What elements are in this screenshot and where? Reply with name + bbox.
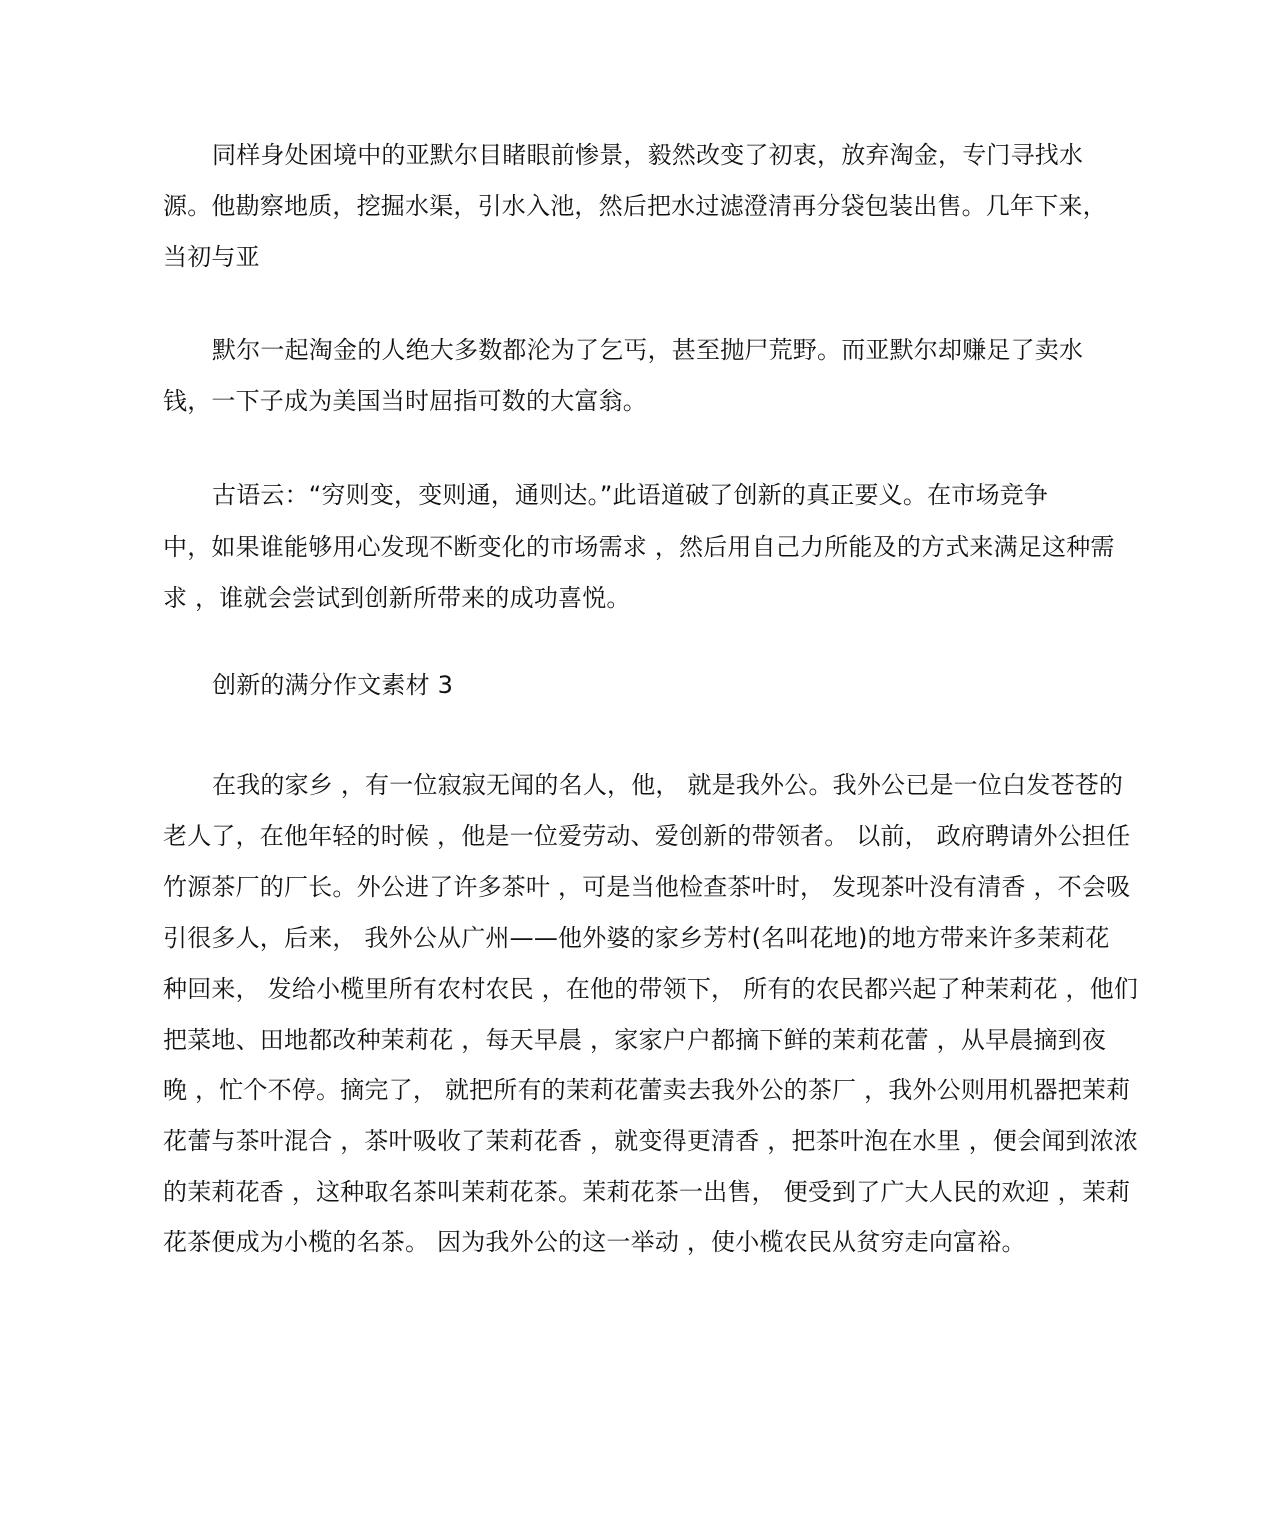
paragraph-3-line-2: 中，如果谁能够用心发现不断变化的市场需求 ，然后用自己力所能及的方式来满足这种需 <box>163 533 1115 561</box>
paragraph-2-line-2: 钱，一下子成为美国当时屈指可数的大富翁。 <box>163 387 647 415</box>
paragraph-3-line-1: 古语云：“穷则变，变则通，通则达。”此语道破了创新的真正要义。在市场竞争 <box>212 481 1049 509</box>
paragraph-2-line-1: 默尔一起淘金的人绝大多数都沦为了乞丐，甚至抛尸荒野。而亚默尔却赚足了卖水 <box>212 336 1084 364</box>
paragraph-5-line-6: 把菜地、田地都改种茉莉花 ，每天早晨 ，家家户户都摘下鲜的茉莉花蕾 ，从早晨摘到夜 <box>163 1026 1107 1054</box>
paragraph-3-line-3: 求 ，谁就会尝试到创新所带来的成功喜悦。 <box>163 584 631 612</box>
paragraph-5-line-9: 的茉莉花香 ，这种取名茶叫茉莉花茶。茉莉花茶一出售， 便受到了广大人民的欢迎 ，茉莉 <box>163 1178 1131 1206</box>
paragraph-1-line-3: 当初与亚 <box>163 243 260 271</box>
paragraph-1-line-1: 同样身处困境中的亚默尔目睹眼前惨景，毅然改变了初衷，放弃淘金，专门寻找水 <box>212 141 1084 169</box>
paragraph-5-line-7: 晚 ，忙个不停。摘完了， 就把所有的茉莉花蕾卖去我外公的茶厂 ，我外公则用机器把茉莉 <box>163 1076 1131 1104</box>
paragraph-5-line-4: 引很多人，后来， 我外公从广州——他外婆的家乡芳村(名叫花地)的地方带来许多茉莉花 <box>163 924 1110 952</box>
paragraph-5-line-8: 花蕾与茶叶混合 ，茶叶吸收了茉莉花香 ，就变得更清香 ，把茶叶泡在水里 ，便会闻到浓浓 <box>163 1127 1139 1155</box>
paragraph-1-line-2: 源。他勘察地质，挖掘水渠，引水入池，然后把水过滤澄清再分袋包装出售。几年下来， <box>163 192 1107 220</box>
paragraph-5-line-1: 在我的家乡 ，有一位寂寂无闻的名人，他， 就是我外公。我外公已是一位白发苍苍的 <box>212 771 1124 799</box>
paragraph-5-line-5: 种回来， 发给小榄里所有农村农民 ，在他的带领下， 所有的农民都兴起了种茉莉花 ，他们 <box>163 975 1139 1003</box>
paragraph-5-line-3: 竹源茶厂的厂长。外公进了许多茶叶 ，可是当他检查茶叶时， 发现茶叶没有清香 ，不会吸 <box>163 873 1131 901</box>
section-heading: 创新的满分作文素材 3 <box>212 671 454 699</box>
paragraph-5-line-10: 花茶便成为小榄的名茶。 因为我外公的这一举动 ，使小榄农民从贫穷走向富裕。 <box>163 1228 1026 1256</box>
paragraph-5-line-2: 老人了，在他年轻的时候 ，他是一位爱劳动、爱创新的带领者。 以前， 政府聘请外公担任 <box>163 822 1131 850</box>
